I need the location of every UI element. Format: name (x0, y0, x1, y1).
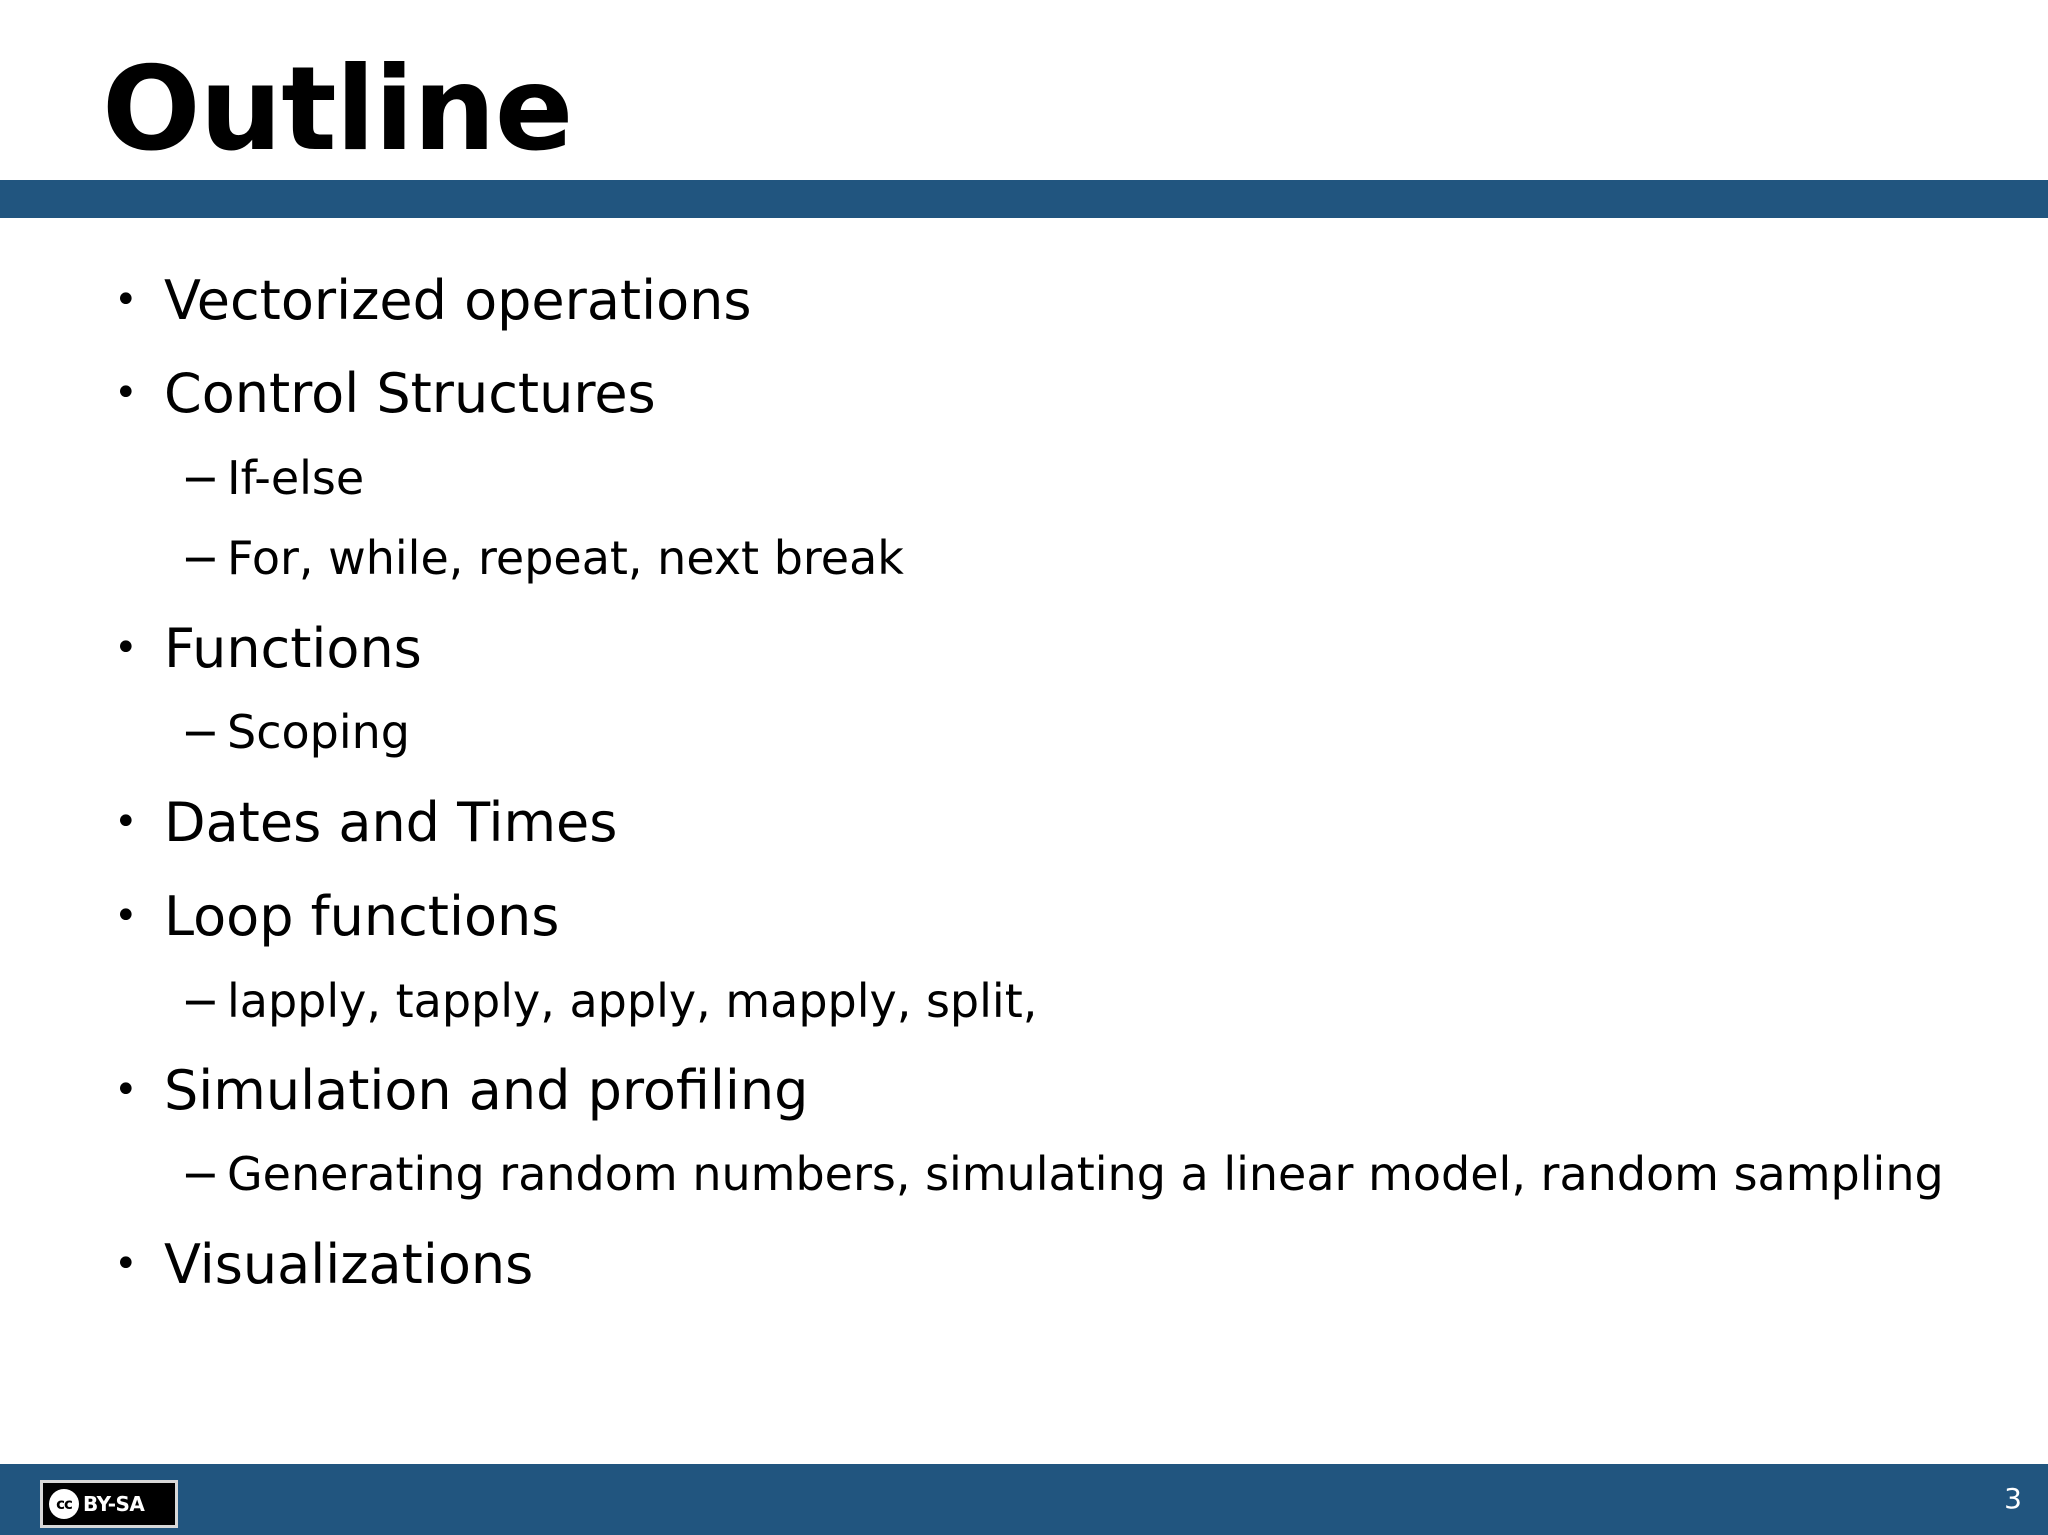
outline-item (114, 617, 422, 680)
outline-item (114, 269, 752, 332)
bullet-icon: • (114, 370, 138, 416)
slide-title: Outline (102, 42, 573, 177)
dash-icon: − (181, 705, 220, 759)
dash-icon: − (181, 451, 220, 505)
license-text: BY-SA (83, 1492, 145, 1516)
outline-subitem (181, 705, 410, 759)
dash-icon: − (181, 1147, 220, 1201)
outline-item-label: Functions (164, 617, 422, 680)
creative-commons-icon: cc (49, 1489, 79, 1519)
dash-icon: − (181, 531, 220, 585)
outline-subitem-label: Scoping (227, 705, 410, 759)
outline-item (114, 791, 618, 854)
outline-subitem-label: lapply, tapply, apply, mapply, split, (227, 974, 1038, 1028)
bullet-icon: • (114, 625, 138, 671)
bullet-icon: • (114, 799, 138, 845)
outline-item-label: Loop functions (164, 885, 560, 948)
outline-item-label: Control Structures (164, 362, 656, 425)
outline-subitem-label: If-else (227, 451, 365, 505)
outline-item-label: Dates and Times (164, 791, 618, 854)
outline-subitem-label: For, while, repeat, next break (227, 531, 904, 585)
outline-item-label: Visualizations (164, 1233, 534, 1296)
bullet-icon: • (114, 277, 138, 323)
outline-subitem (181, 1147, 1944, 1201)
outline-item (114, 885, 560, 948)
outline-item (114, 1059, 809, 1122)
outline-item-label: Simulation and profiling (164, 1059, 809, 1122)
outline-item (114, 362, 656, 425)
outline-item-label: Vectorized operations (164, 269, 752, 332)
outline-subitem (181, 974, 1038, 1028)
outline-subitem (181, 531, 904, 585)
outline-subitem-label: Generating random numbers, simulating a linear model, random sampling (227, 1147, 1944, 1201)
outline-item (114, 1233, 534, 1296)
dash-icon: − (181, 974, 220, 1028)
outline-subitem (181, 451, 365, 505)
bullet-icon: • (114, 1067, 138, 1113)
bullet-icon: • (114, 1241, 138, 1287)
cc-license-badge (40, 1480, 178, 1528)
footer-bar (0, 1464, 2048, 1535)
bullet-icon: • (114, 893, 138, 939)
page-number: 3 (2004, 1482, 2022, 1515)
